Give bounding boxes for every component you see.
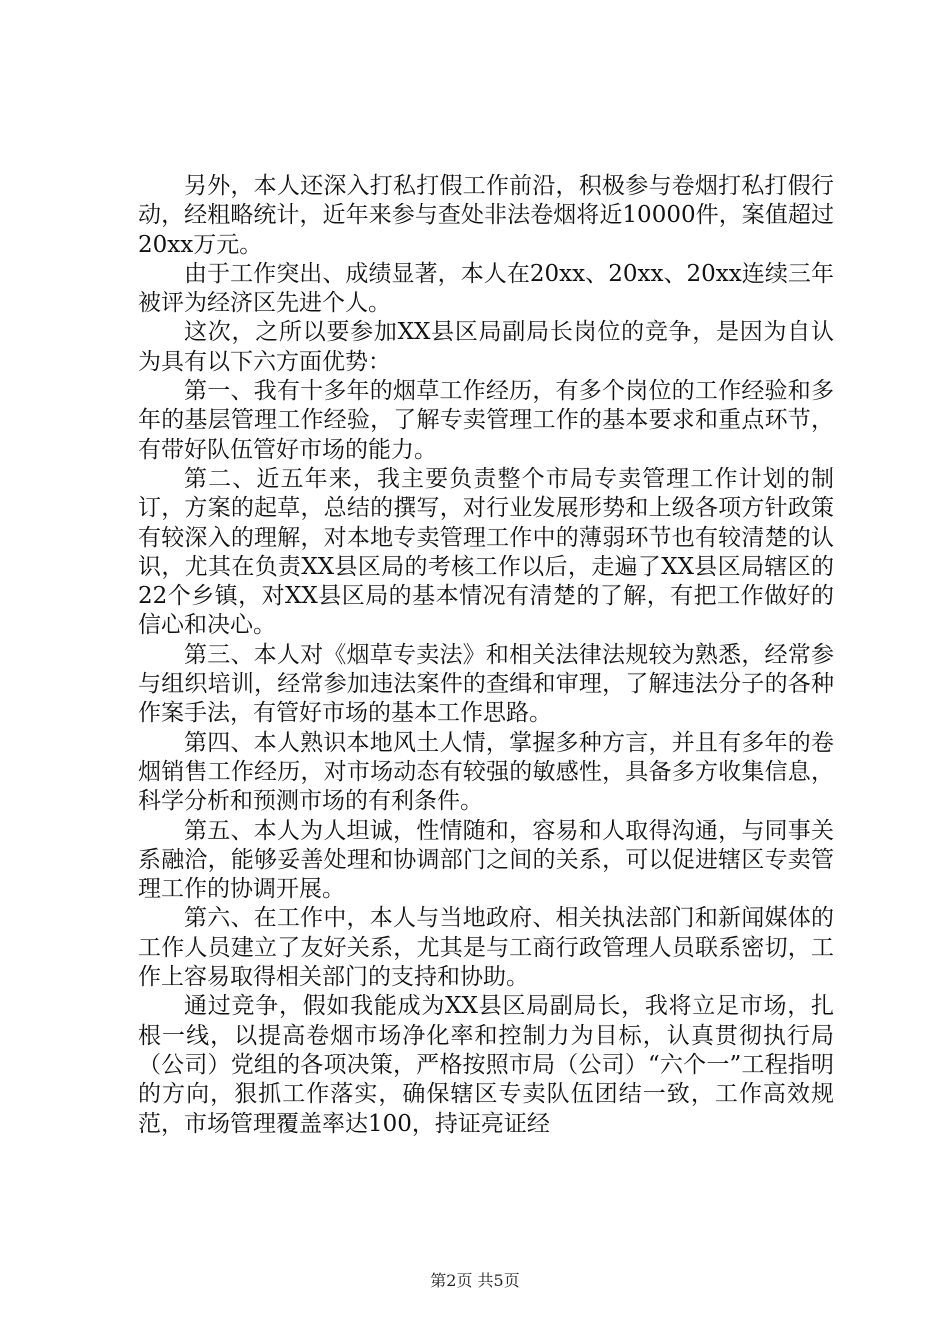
body-text — [138, 172, 834, 1139]
page-footer: 第2页 共5页 — [430, 1271, 520, 1290]
paragraph: 由于工作突出、成绩显著，本人在20xx、20xx、20xx连续三年被评为经济区先进个人。 — [138, 260, 834, 317]
paragraph: 第五、本人为人坦诚，性情随和，容易和人取得沟通，与同事关系融洽，能够妥善处理和协调部门之间的关系，可以促进辖区专卖管理工作的协调开展。 — [138, 817, 834, 903]
paragraph: 第二、近五年来，我主要负责整个市局专卖管理工作计划的制订，方案的起草，总结的撰写，对行业发展形势和上级各项方针政策有较深入的理解，对本地专卖管理工作中的薄弱环节也有较清楚的认识，尤其在负责XX县区局的考核工作以后，走遍了XX县区局辖区的22个乡镇，对XX县区局的基本情况有清楚的了解，有把工作做好的信心和决心。 — [138, 465, 834, 639]
paragraph: 第三、本人对《烟草专卖法》和相关法律法规较为熟悉，经常参与组织培训，经常参加违法案件的查缉和审理，了解违法分子的各种作案手法，有管好市场的基本工作思路。 — [138, 641, 834, 727]
paragraph: 第六、在工作中，本人与当地政府、相关执法部门和新闻媒体的工作人员建立了友好关系，尤其是与工商行政管理人员联系密切，工作上容易取得相关部门的支持和协助。 — [138, 905, 834, 991]
paragraph: 另外，本人还深入打私打假工作前沿，积极参与卷烟打私打假行动，经粗略统计，近年来参与查处非法卷烟将近10000件，案值超过20xx万元。 — [138, 173, 834, 258]
paragraph: 通过竞争，假如我能成为XX县区局副局长，我将立足市场，扎根一线，以提高卷烟市场净化率和控制力为目标，认真贯彻执行局（公司）党组的各项决策，严格按照市局（公司）“六个一”工程指明的方向，狠抓工作落实，确保辖区专卖队伍团结一致，工作高效规范，市场管理覆盖率达100，持证亮证经 — [138, 993, 834, 1137]
paragraph: 这次，之所以要参加XX县区局副局长岗位的竞争，是因为自认为具有以下六方面优势： — [138, 319, 834, 375]
paragraph: 第四、本人熟识本地风土人情，掌握多种方言，并且有多年的卷烟销售工作经历，对市场动态有较强的敏感性，具备多方收集信息，科学分析和预测市场的有利条件。 — [138, 729, 834, 815]
paragraph: 第一、我有十多年的烟草工作经历，有多个岗位的工作经验和多年的基层管理工作经验，了解专卖管理工作的基本要求和重点环节，有带好队伍管好市场的能力。 — [138, 378, 834, 463]
